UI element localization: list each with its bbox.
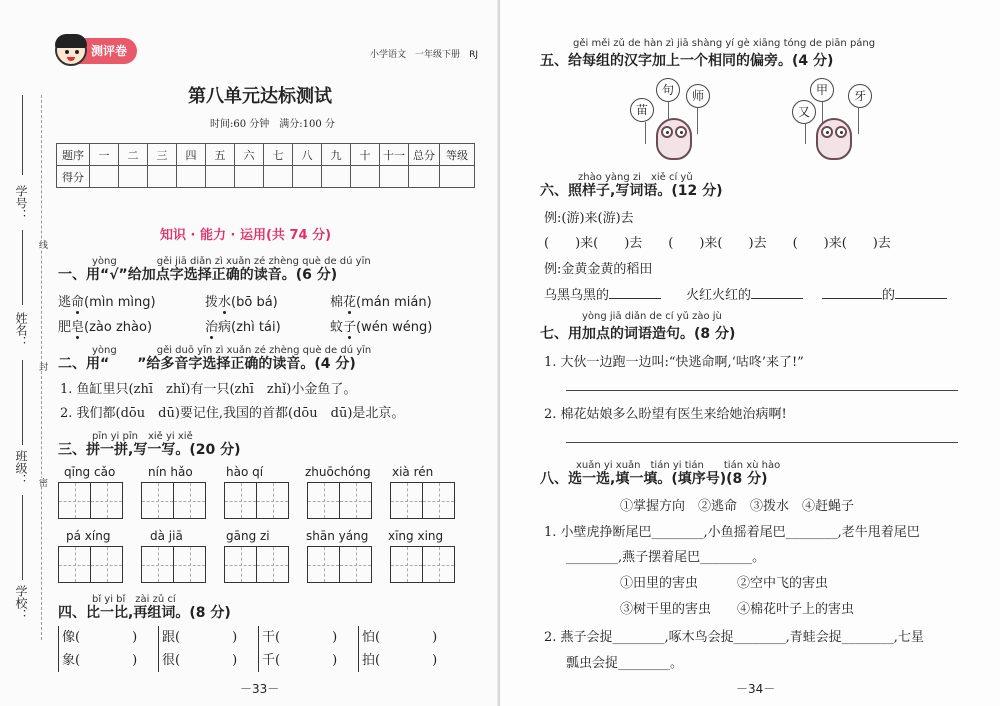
q1-pinyin: yòng gěi jiā diǎn zì xuǎn zé zhèng què de dú yīn: [92, 256, 371, 267]
fill-line: [22, 230, 23, 305]
balloon-char: 句: [656, 78, 680, 102]
q3-pinyin-6: pá xíng: [66, 529, 111, 543]
owl-icon: [812, 112, 856, 162]
score-cell[interactable]: [440, 166, 475, 188]
q6-example-2: 例:金黄金黄的稻田: [544, 262, 653, 277]
q6-example-1: 例:(游)来(游)去: [544, 211, 634, 226]
q3-pinyin-4: zhuōchóng: [305, 465, 371, 479]
balloon-char: 甲: [810, 78, 834, 102]
score-table: [56, 143, 475, 188]
score-header: 总分: [409, 144, 440, 166]
q1-title: 一、用“√”给加点字选择正确的读音。(6 分): [58, 267, 338, 283]
q1-item[interactable]: 棉花(mán mián): [330, 291, 432, 310]
q8-sentence-1b[interactable]: ________,燕子摆着尾巴________。: [566, 550, 766, 565]
balloon-char: 又: [792, 100, 816, 124]
q3-pinyin-5: xià rén: [392, 465, 434, 479]
name-label: 姓名：: [14, 312, 28, 348]
score-cell[interactable]: [90, 166, 119, 188]
score-cell[interactable]: [351, 166, 380, 188]
q3-pinyin-1: qīng cǎo: [64, 465, 116, 479]
balloon-char: 牙: [848, 84, 872, 108]
q4-pair[interactable]: 怕( ) 拍( ): [358, 626, 437, 672]
score-header: 一: [90, 144, 119, 166]
q7-sentence-2: 2. 棉花姑娘多么盼望有医生来给她治病啊!: [544, 407, 787, 422]
q8-options-2a: ①田里的害虫 ②空中飞的害虫: [620, 576, 829, 591]
score-cell[interactable]: [177, 166, 206, 188]
writing-grid[interactable]: [224, 546, 289, 583]
q8-pinyin: xuǎn yi xuǎn tián yi tián tián xù hào: [576, 460, 781, 471]
score-cell[interactable]: [206, 166, 235, 188]
writing-grid[interactable]: [307, 546, 372, 583]
q4-pair[interactable]: 跟( ) 很( ): [158, 626, 237, 672]
fill-line: [22, 95, 23, 175]
q2-pinyin: yòng gěi duō yīn zì xuǎn zé zhèng què de dú yīn: [92, 345, 372, 356]
balloon-char: 苗: [630, 98, 654, 122]
q3-pinyin-10: xīng xing: [388, 529, 444, 543]
right-page: [500, 0, 1000, 706]
writing-grid[interactable]: [141, 546, 206, 583]
badge: 测评卷: [57, 38, 137, 64]
page-number: －34－: [736, 682, 776, 696]
test-meta: 时间:60 分钟 满分:100 分: [210, 119, 335, 130]
score-header: 十一: [380, 144, 409, 166]
score-header: 题序: [57, 144, 90, 166]
q2-title: 二、用“ ”给多音字选择正确的读音。(4 分): [58, 356, 356, 372]
q8-title: 八、选一选,填一填。(填序号)(8 分): [540, 471, 768, 487]
page-header: 小学语文 一年级下册 RJ: [370, 50, 478, 60]
binding-mark: 线: [37, 240, 47, 249]
q6-fill[interactable]: 的: [822, 284, 947, 303]
score-cell[interactable]: [380, 166, 409, 188]
q8-options-2b: ③树干里的害虫 ④棉花叶子上的害虫: [620, 602, 855, 617]
q7-sentence-1: 1. 大伙一边跑一边叫:“快逃命啊,‘咕咚’来了!”: [544, 355, 804, 370]
school-label: 学校：: [14, 585, 28, 621]
writing-grid[interactable]: [141, 482, 206, 519]
q5-pinyin: gěi měi zǔ de hàn zì jiā shàng yí gè xiāng tóng de piān páng: [573, 38, 876, 49]
q8-sentence-2a[interactable]: 2. 燕子会捉________,啄木鸟会捉________,青蛙会捉________,七星: [544, 630, 924, 645]
page-title: 第八单元达标测试: [188, 86, 332, 107]
score-header: 六: [235, 144, 264, 166]
q6-fill[interactable]: 乌黑乌黑的: [544, 284, 661, 303]
writing-grid-row: [58, 482, 455, 519]
q6-blanks-1[interactable]: ( )来( )去 ( )来( )去 ( )来( )去: [544, 236, 891, 251]
score-cell[interactable]: [148, 166, 177, 188]
score-header: 十: [351, 144, 380, 166]
q1-item[interactable]: 拨水(bō bá): [205, 291, 278, 310]
cartoon-face-icon: [55, 34, 87, 66]
q5-title: 五、给每组的汉字加上一个相同的偏旁。(4 分): [540, 53, 834, 69]
q4-pinyin: bǐ yi bǐ zài zǔ cí: [92, 594, 176, 605]
q1-item[interactable]: 逃命(mìn mìng): [58, 291, 156, 310]
score-cell[interactable]: [119, 166, 148, 188]
balloon-char: 师: [686, 84, 710, 108]
q6-fill[interactable]: 火红火红的: [686, 284, 803, 303]
score-header: 九: [322, 144, 351, 166]
score-cell[interactable]: [293, 166, 322, 188]
q3-pinyin-2: nín hǎo: [148, 465, 193, 479]
student-id-label: 学号：: [14, 185, 28, 221]
page-number: －33－: [240, 682, 280, 696]
writing-grid[interactable]: [58, 482, 123, 519]
q2-sentence-1[interactable]: 1. 鱼缸里只(zhī zhǐ)有一只(zhī zhǐ)小金鱼了。: [60, 382, 357, 397]
binding-mark: 封: [37, 362, 47, 371]
q3-title: 三、拼一拼,写一写。(20 分): [58, 442, 241, 458]
score-cell[interactable]: [264, 166, 293, 188]
q3-pinyin-3: hào qí: [226, 465, 264, 479]
fill-line: [22, 360, 23, 445]
score-header: 五: [206, 144, 235, 166]
binding-mark: 密: [37, 478, 47, 487]
q7-pinyin: yòng jiā diǎn de cí yǔ zào jù: [582, 311, 722, 322]
score-header: 八: [293, 144, 322, 166]
score-header: 二: [119, 144, 148, 166]
q4-pair[interactable]: 像( ) 象( ): [58, 626, 137, 672]
q6-pinyin: zhào yàng zi xiě cí yǔ: [578, 172, 693, 183]
score-header: 等级: [440, 144, 475, 166]
q8-options-1: ①掌握方向 ②逃命 ③拨水 ④赶蝇子: [620, 499, 855, 514]
q1-item[interactable]: 蚊子(wén wéng): [330, 316, 432, 335]
q7-title: 七、用加点的词语造句。(8 分): [540, 326, 736, 342]
score-header: 三: [148, 144, 177, 166]
section-title: 知识 · 能力 · 运用(共 74 分): [160, 228, 332, 243]
score-cell[interactable]: [235, 166, 264, 188]
owl-icon: [652, 112, 696, 162]
answer-line[interactable]: [566, 442, 958, 443]
writing-grid[interactable]: [390, 546, 455, 583]
score-row-label: 得分: [57, 166, 90, 188]
q1-item[interactable]: 肥皂(zào zhào): [58, 316, 152, 335]
writing-grid-row: [58, 546, 455, 583]
writing-grid[interactable]: [307, 482, 372, 519]
writing-grid[interactable]: [224, 482, 289, 519]
writing-grid[interactable]: [58, 546, 123, 583]
q2-sentence-2[interactable]: 2. 我们都(dōu dū)要记住,我国的首都(dōu dū)是北京。: [60, 406, 405, 421]
score-header: 四: [177, 144, 206, 166]
answer-line[interactable]: [566, 390, 958, 391]
q3-pinyin-8: gāng zi: [226, 529, 270, 543]
score-header: 七: [264, 144, 293, 166]
q4-pair[interactable]: 干( ) 千( ): [258, 626, 337, 672]
writing-grid[interactable]: [390, 482, 455, 519]
q3-pinyin: pīn yi pīn xiě yi xiě: [92, 431, 193, 442]
q1-item[interactable]: 治病(zhì tái): [205, 316, 281, 335]
fill-line: [22, 495, 23, 580]
q8-sentence-2b[interactable]: 瓢虫会捉________。: [566, 656, 684, 671]
score-cell[interactable]: [409, 166, 440, 188]
q8-sentence-1a[interactable]: 1. 小壁虎挣断尾巴________,小鱼摇着尾巴________,老牛甩着尾巴: [544, 525, 920, 540]
class-label: 班级：: [14, 450, 28, 486]
q3-pinyin-7: dà jiā: [150, 529, 183, 543]
q6-title: 六、照样子,写词语。(12 分): [540, 183, 723, 199]
score-cell[interactable]: [322, 166, 351, 188]
q4-title: 四、比一比,再组词。(8 分): [58, 605, 231, 621]
q3-pinyin-9: shān yáng: [306, 529, 369, 543]
